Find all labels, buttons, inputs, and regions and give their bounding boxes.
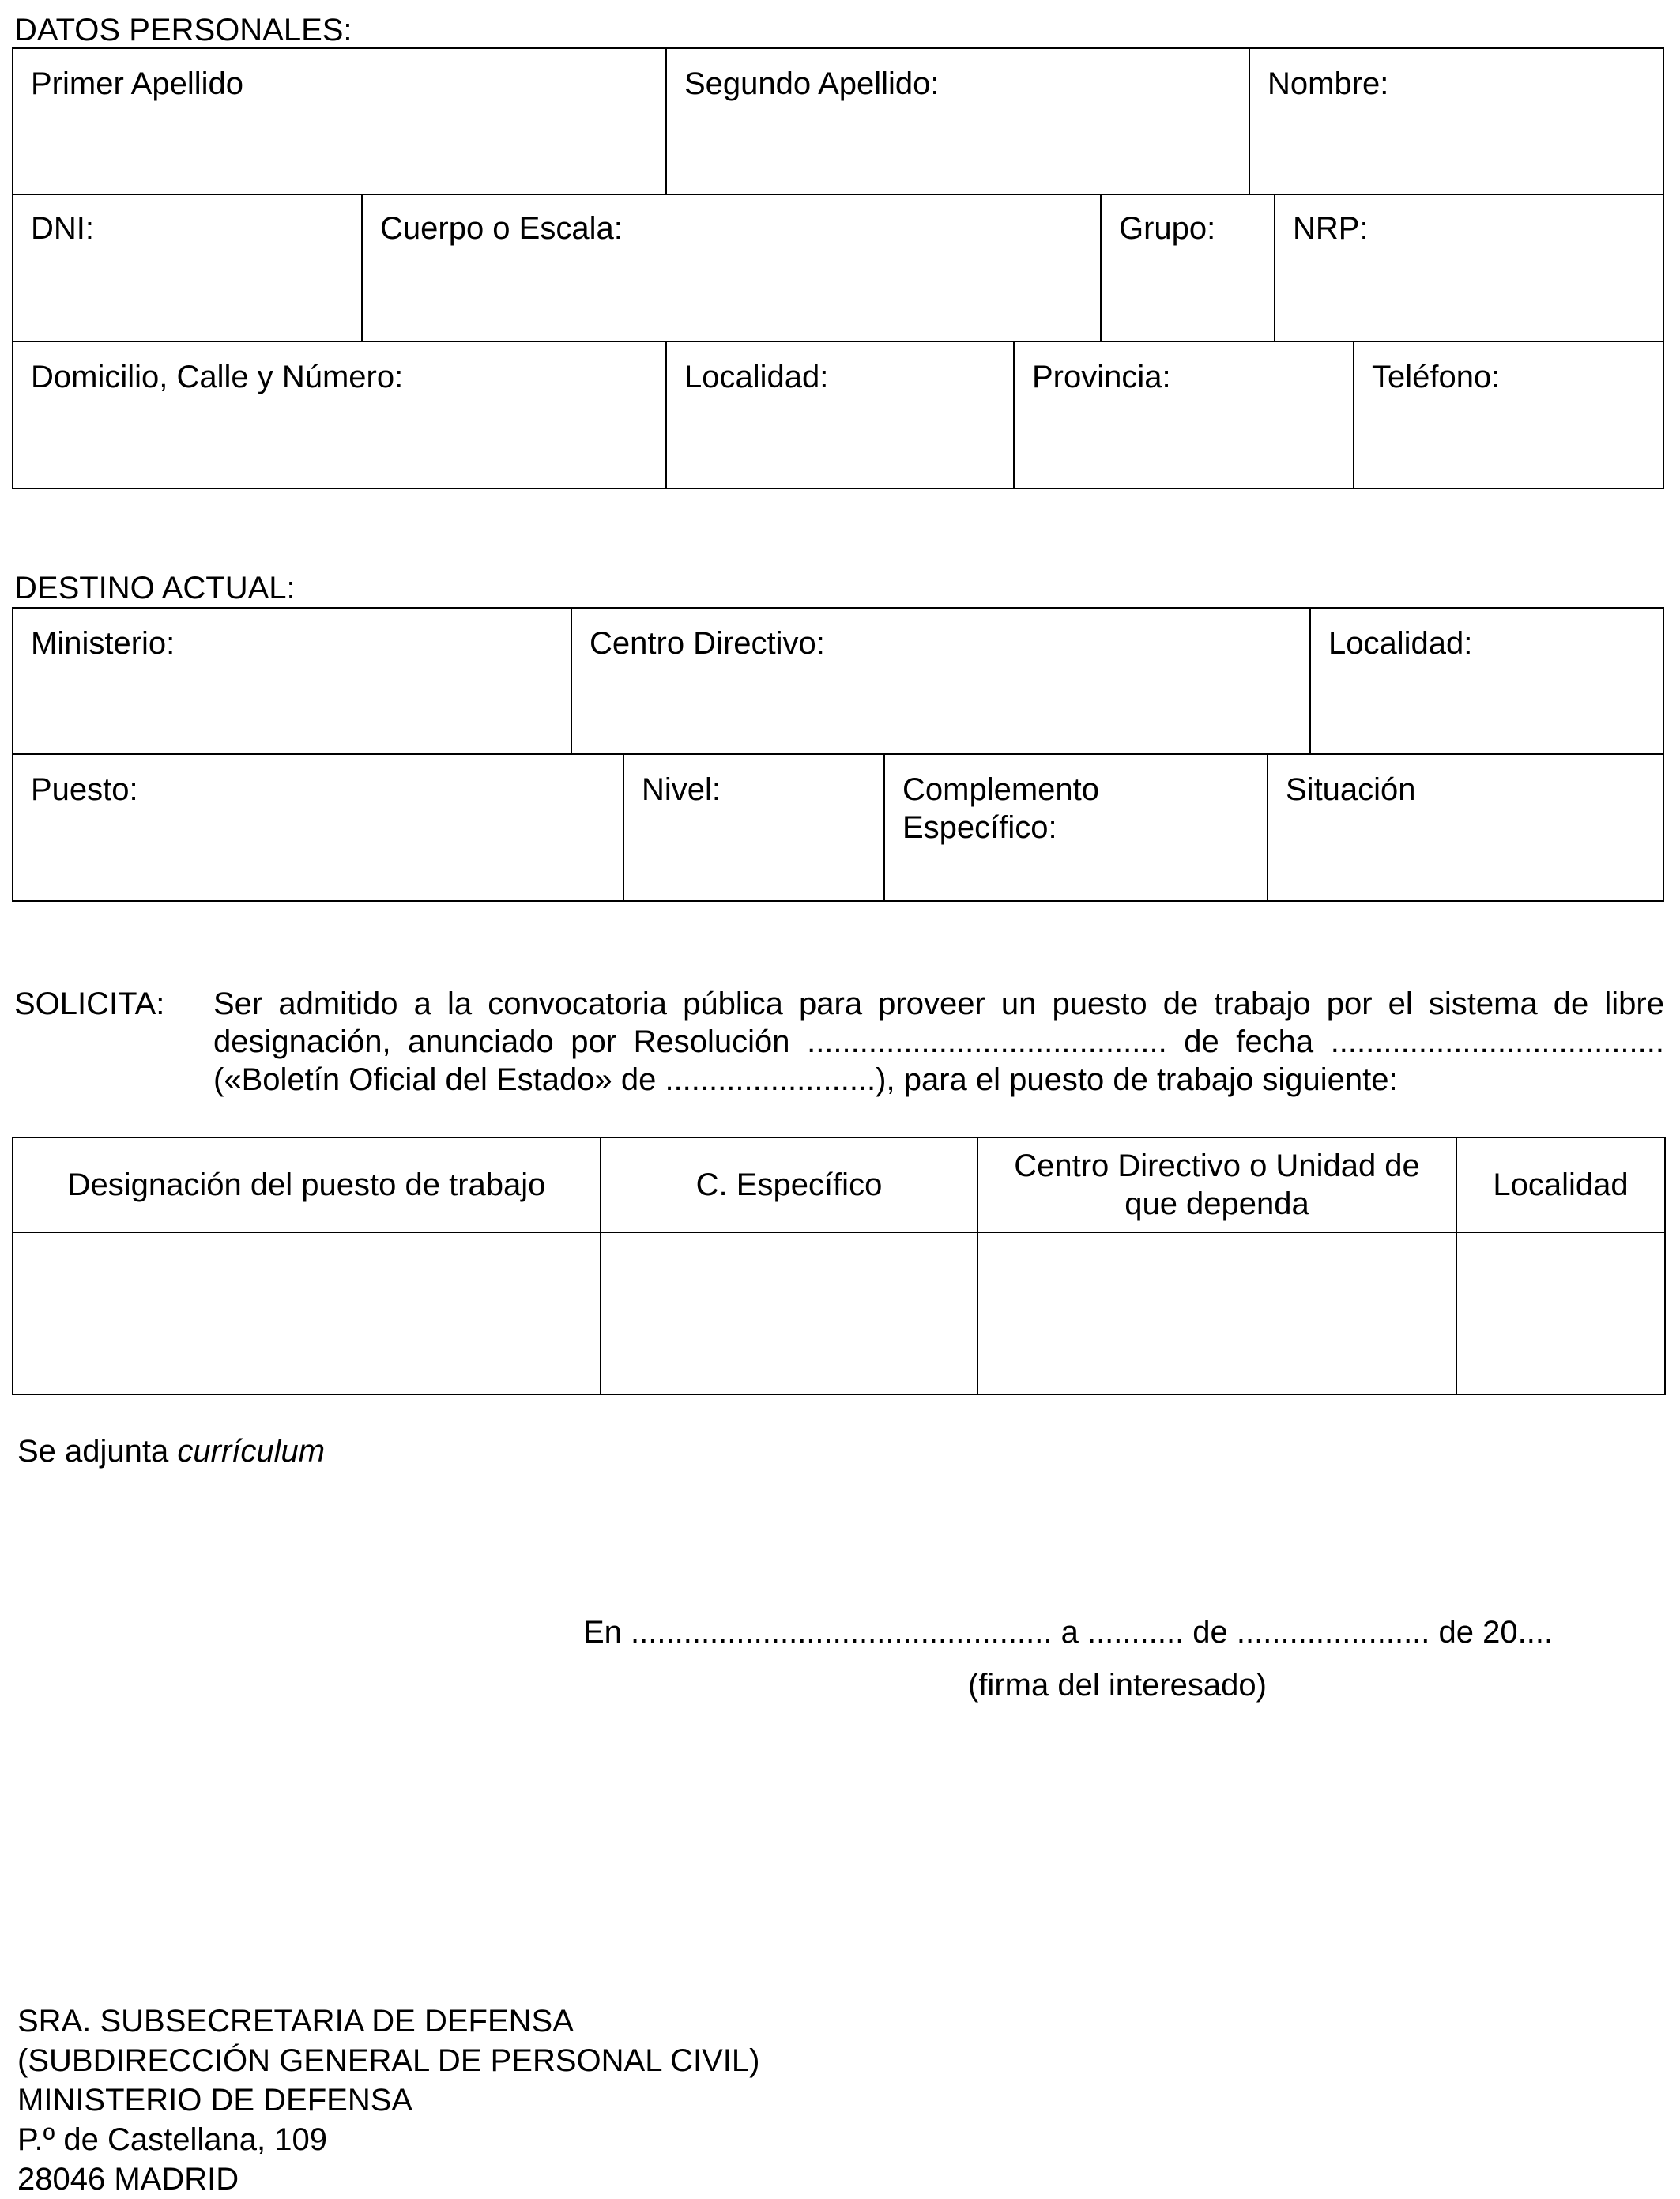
solicita-text: Ser admitido a la convocatoria pública para proveer un puesto de trabajo por el sistema de libre designación, anunciado por Resolución ......................................... de fecha ...................................... («Boletín Oficial del Estado» de ........................), para el puesto de trabajo siguiente: — [213, 986, 1664, 1097]
destino-localidad-field[interactable]: Localidad: — [1309, 609, 1663, 753]
datos-row-2 — [12, 194, 1664, 342]
c-especifico-input[interactable] — [601, 1232, 977, 1394]
datos-row-3 — [12, 341, 1664, 489]
destino-row-2 — [12, 753, 1664, 902]
datos-row-1 — [12, 47, 1664, 195]
address-line: 28046 MADRID — [17, 2162, 239, 2197]
ministerio-field[interactable]: Ministerio: — [31, 626, 175, 661]
nivel-field[interactable]: Nivel: — [623, 755, 883, 900]
centro-directivo-input[interactable] — [977, 1232, 1456, 1394]
address-block — [17, 2001, 759, 2199]
firma-label: (firma del interesado) — [968, 1668, 1267, 1703]
centro-directivo-field[interactable]: Centro Directivo: — [571, 609, 1309, 753]
grupo-field[interactable]: Grupo: — [1100, 194, 1274, 341]
table-header-row — [13, 1137, 1665, 1232]
curriculum-prefix: Se adjunta — [17, 1434, 178, 1469]
destino-actual-title: DESTINO ACTUAL: — [14, 571, 296, 605]
domicilio-field[interactable]: Domicilio, Calle y Número: — [31, 360, 404, 394]
col-localidad: Localidad — [1456, 1137, 1665, 1232]
puesto-field[interactable]: Puesto: — [31, 772, 138, 807]
curriculum-word: currículum — [177, 1434, 326, 1469]
nombre-field[interactable]: Nombre: — [1249, 49, 1663, 194]
designacion-input[interactable] — [13, 1232, 601, 1394]
complemento-especifico-field[interactable]: Complemento Específico: — [883, 755, 1267, 900]
telefono-field[interactable]: Teléfono: — [1353, 342, 1663, 488]
segundo-apellido-field[interactable]: Segundo Apellido: — [665, 49, 1249, 194]
destino-row-1 — [12, 607, 1664, 755]
solicita-label: SOLICITA: — [14, 986, 165, 1021]
situacion-field[interactable]: Situación — [1267, 755, 1663, 900]
curriculum-note — [17, 1435, 325, 1467]
localidad-field[interactable]: Localidad: — [665, 342, 1013, 488]
col-designacion: Designación del puesto de trabajo — [13, 1137, 601, 1232]
address-line: SRA. SUBSECRETARIA DE DEFENSA — [17, 2004, 574, 2039]
puesto-table — [12, 1137, 1666, 1395]
primer-apellido-field[interactable]: Primer Apellido — [31, 66, 244, 101]
dni-field[interactable]: DNI: — [31, 211, 94, 246]
provincia-field[interactable]: Provincia: — [1013, 342, 1353, 488]
address-line: MINISTERIO DE DEFENSA — [17, 2083, 413, 2118]
col-centro-directivo: Centro Directivo o Unidad de que dependa — [977, 1137, 1456, 1232]
nrp-field[interactable]: NRP: — [1274, 194, 1663, 341]
lugar-fecha-line[interactable]: En ................................................ a ........... de ...................... de 20.... — [583, 1615, 1554, 1650]
datos-personales-title: DATOS PERSONALES: — [14, 13, 352, 47]
address-line: (SUBDIRECCIÓN GENERAL DE PERSONAL CIVIL) — [17, 2043, 760, 2078]
cuerpo-escala-field[interactable]: Cuerpo o Escala: — [361, 194, 1100, 341]
table-row — [13, 1232, 1665, 1394]
address-line: P.º de Castellana, 109 — [17, 2122, 327, 2157]
col-c-especifico: C. Específico — [601, 1137, 977, 1232]
localidad-input[interactable] — [1456, 1232, 1665, 1394]
